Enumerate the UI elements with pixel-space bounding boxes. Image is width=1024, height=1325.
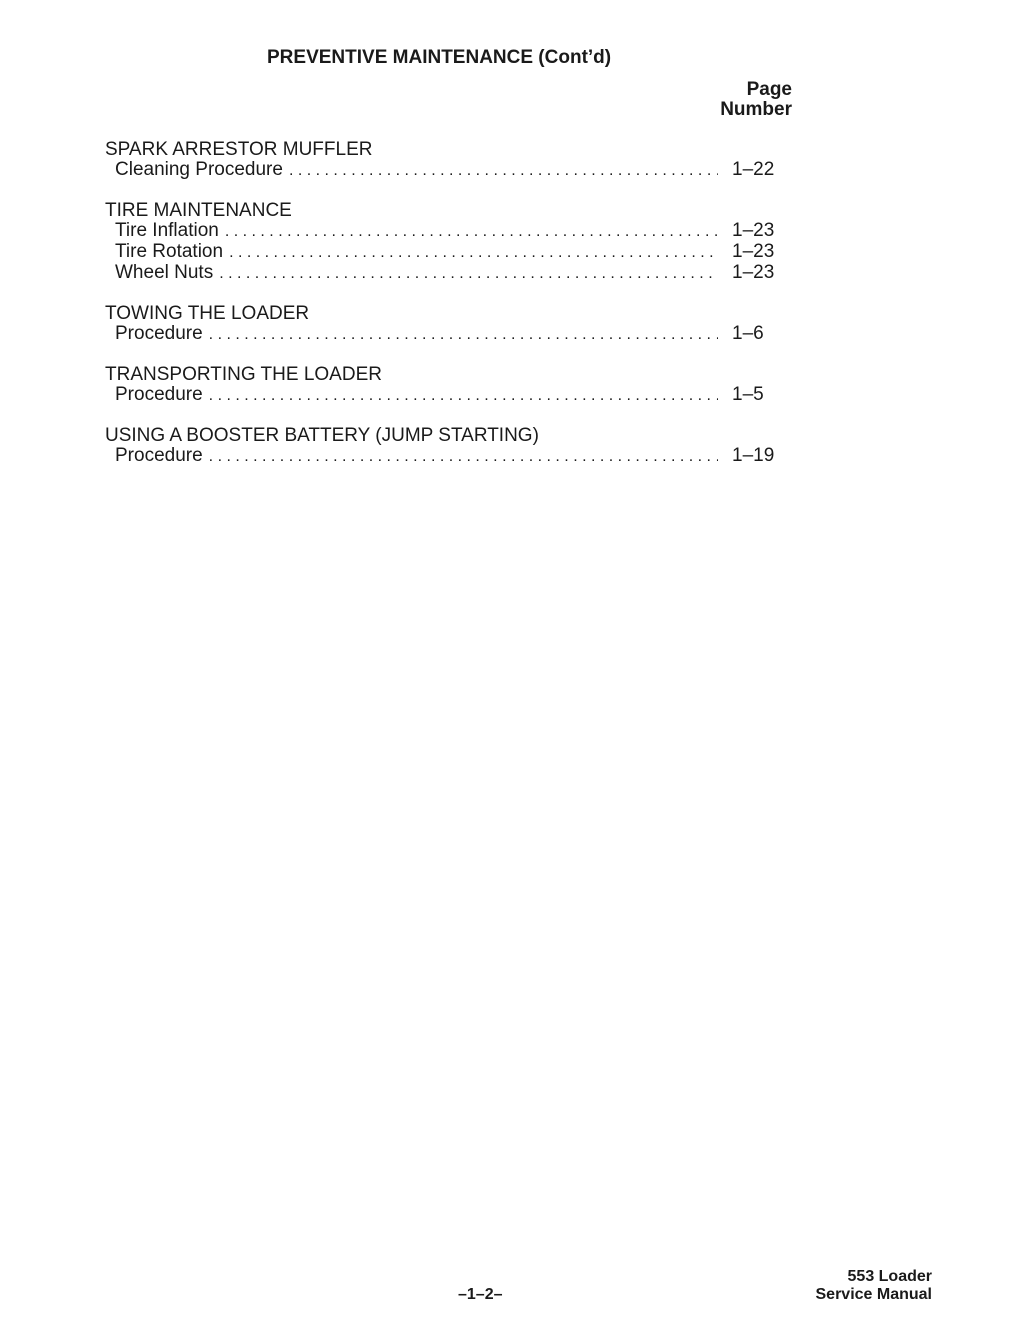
- dot-leader: [219, 264, 718, 284]
- toc-entry-label: Procedure: [115, 323, 203, 344]
- toc-section-heading: TOWING THE LOADER: [105, 303, 310, 324]
- toc-entry-label: Tire Rotation: [115, 241, 224, 262]
- toc-section-heading: TIRE MAINTENANCE: [105, 200, 292, 221]
- toc-section-heading: TRANSPORTING THE LOADER: [105, 364, 382, 385]
- toc-entry-page: 1–5: [732, 384, 764, 405]
- toc-entry-page: 1–6: [732, 323, 764, 344]
- toc-entry[interactable]: [105, 263, 792, 284]
- footer-doc-line2: Service Manual: [815, 1286, 932, 1303]
- toc-section: [105, 201, 792, 284]
- table-of-contents: [105, 140, 792, 487]
- toc-section: [105, 140, 792, 181]
- toc-entry-page: 1–19: [732, 445, 775, 466]
- dot-leader: [209, 386, 718, 406]
- footer-doc-line1: 553 Loader: [847, 1268, 932, 1285]
- toc-entry-page: 1–23: [732, 241, 775, 262]
- toc-entry[interactable]: [105, 242, 792, 263]
- toc-entry-label: Procedure: [115, 384, 203, 405]
- toc-entry-label: Procedure: [115, 445, 203, 466]
- toc-entry[interactable]: [105, 385, 792, 406]
- footer-page-number: –1–2–: [458, 1286, 503, 1303]
- toc-entry[interactable]: [105, 221, 792, 242]
- toc-entry[interactable]: [105, 160, 792, 181]
- toc-section: [105, 365, 792, 406]
- toc-section: [105, 304, 792, 345]
- toc-entry-page: 1–23: [732, 262, 775, 283]
- toc-section-heading: USING A BOOSTER BATTERY (JUMP STARTING): [105, 425, 539, 446]
- page-col-line2: Number: [720, 99, 792, 120]
- dot-leader: [209, 325, 718, 345]
- toc-section: [105, 426, 792, 467]
- dot-leader: [229, 243, 718, 263]
- dot-leader: [209, 447, 718, 467]
- toc-entry-label: Tire Inflation: [115, 220, 219, 241]
- toc-section-heading: SPARK ARRESTOR MUFFLER: [105, 139, 373, 160]
- dot-leader: [289, 161, 718, 181]
- dot-leader: [225, 222, 718, 242]
- toc-entry-label: Cleaning Procedure: [115, 159, 283, 180]
- toc-entry[interactable]: [105, 324, 792, 345]
- page-col-line1: Page: [746, 79, 792, 100]
- toc-entry-label: Wheel Nuts: [115, 262, 214, 283]
- footer-document-title: [816, 1268, 933, 1304]
- page-number-column-header: [720, 80, 792, 120]
- toc-entry-page: 1–22: [732, 159, 775, 180]
- toc-entry[interactable]: [105, 446, 792, 467]
- page-title: PREVENTIVE MAINTENANCE (Cont’d): [267, 47, 612, 68]
- toc-entry-page: 1–23: [732, 220, 775, 241]
